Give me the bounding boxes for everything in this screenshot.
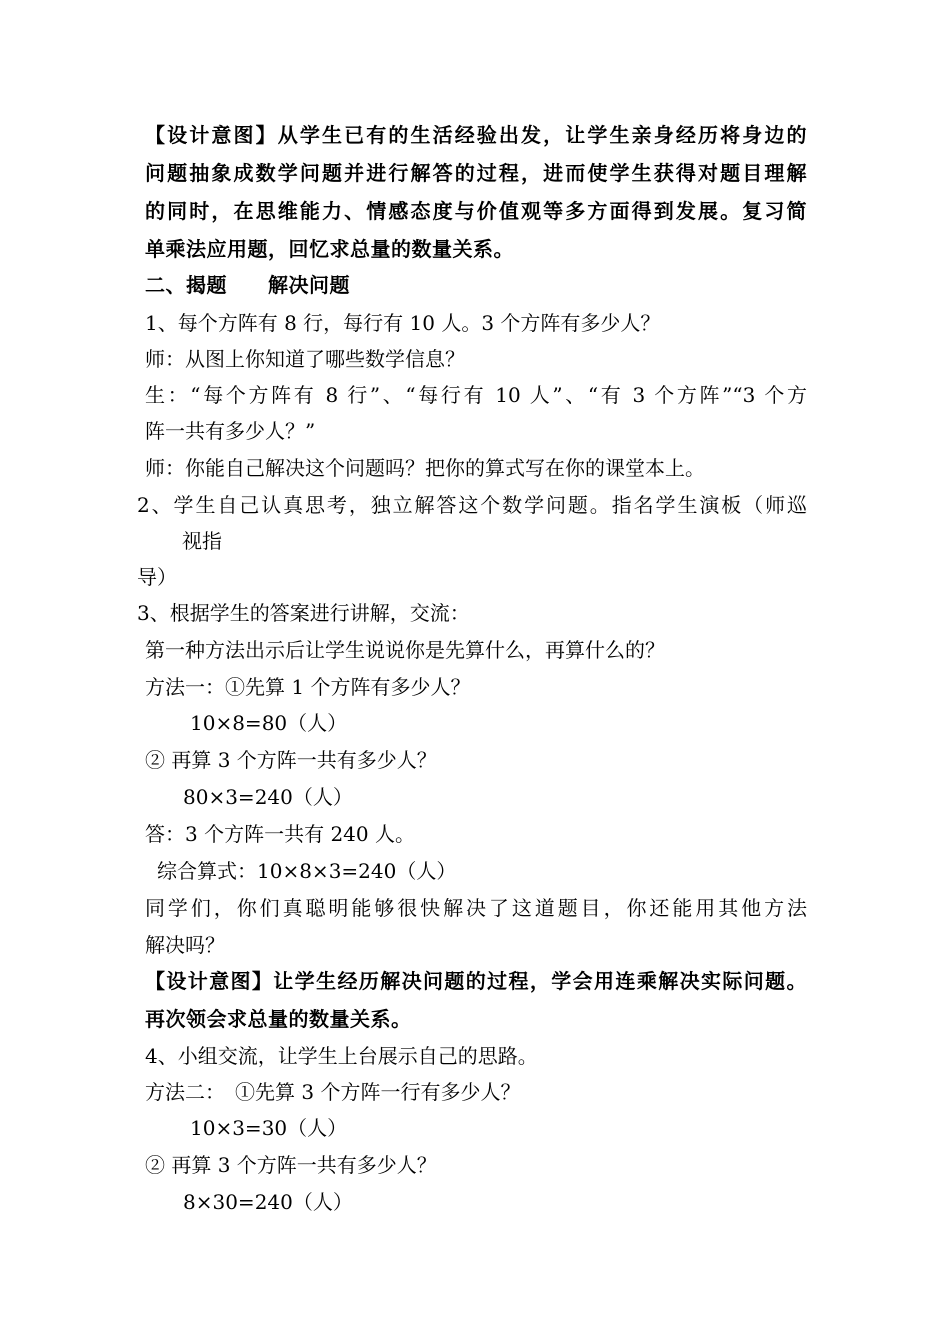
teacher-question-2: 师：你能自己解决这个问题吗？把你的算式写在你的课堂本上。: [145, 456, 705, 480]
method-1-formula-b: 80×3=240（人）: [183, 785, 353, 809]
design-intent-line-1: 【设计意图】从学生已有的生活经验出发，让学生亲身经历将身边的: [145, 123, 807, 147]
followup-line-2: 解决吗？: [145, 933, 225, 957]
method-1-combined-formula: 综合算式：10×8×3=240（人）: [157, 859, 457, 883]
design-intent-line-4: 单乘法应用题，回忆求总量的数量关系。: [145, 237, 514, 261]
step-2-line-1: 2、学生自己认真思考，独立解答这个数学问题。指名学生演板（师巡: [137, 493, 807, 517]
method-1-formula-a: 10×8=80（人）: [190, 711, 348, 735]
student-answer-line-2: 阵一共有多少人？”: [145, 419, 316, 443]
method-2-step-a: 方法二： ①先算 3 个方阵一行有多少人？: [145, 1080, 521, 1104]
student-answer-line-1: 生：“每个方阵有 8 行”、“每行有 10 人”、“有 3 个方阵”“3 个方: [145, 383, 807, 407]
design-intent-2-line-2: 再次领会求总量的数量关系。: [145, 1007, 412, 1031]
step-4: 4、小组交流，让学生上台展示自己的思路。: [145, 1044, 538, 1068]
section-title: 二、揭题 解决问题: [145, 273, 350, 297]
method-1-answer: 答：3 个方阵一共有 240 人。: [145, 822, 415, 846]
problem-statement: 1、每个方阵有 8 行，每行有 10 人。3 个方阵有多少人？: [145, 311, 661, 335]
step-2-line-2: 视指: [182, 529, 222, 553]
design-intent-line-3: 的同时，在思维能力、情感态度与价值观等多方面得到发展。复习简: [145, 199, 807, 223]
step-2-line-3: 导）: [137, 565, 177, 589]
method-2-formula-b: 8×30=240（人）: [183, 1190, 353, 1214]
design-intent-2-line-1: 【设计意图】让学生经历解决问题的过程，学会用连乘解决实际问题。: [145, 969, 807, 993]
teacher-question-1: 师：从图上你知道了哪些数学信息？: [145, 347, 465, 371]
step-3: 3、根据学生的答案进行讲解，交流：: [137, 601, 470, 625]
design-intent-line-2: 问题抽象成数学问题并进行解答的过程，进而使学生获得对题目理解: [145, 161, 807, 185]
method-2-step-b: ② 再算 3 个方阵一共有多少人？: [145, 1153, 437, 1177]
method-2-formula-a: 10×3=30（人）: [190, 1116, 348, 1140]
method-1-intro: 第一种方法出示后让学生说说你是先算什么，再算什么的？: [145, 638, 665, 662]
method-1-step-b: ② 再算 3 个方阵一共有多少人？: [145, 748, 437, 772]
followup-line-1: 同学们，你们真聪明能够很快解决了这道题目，你还能用其他方法: [145, 896, 807, 920]
method-1-step-a: 方法一：①先算 1 个方阵有多少人？: [145, 675, 471, 699]
